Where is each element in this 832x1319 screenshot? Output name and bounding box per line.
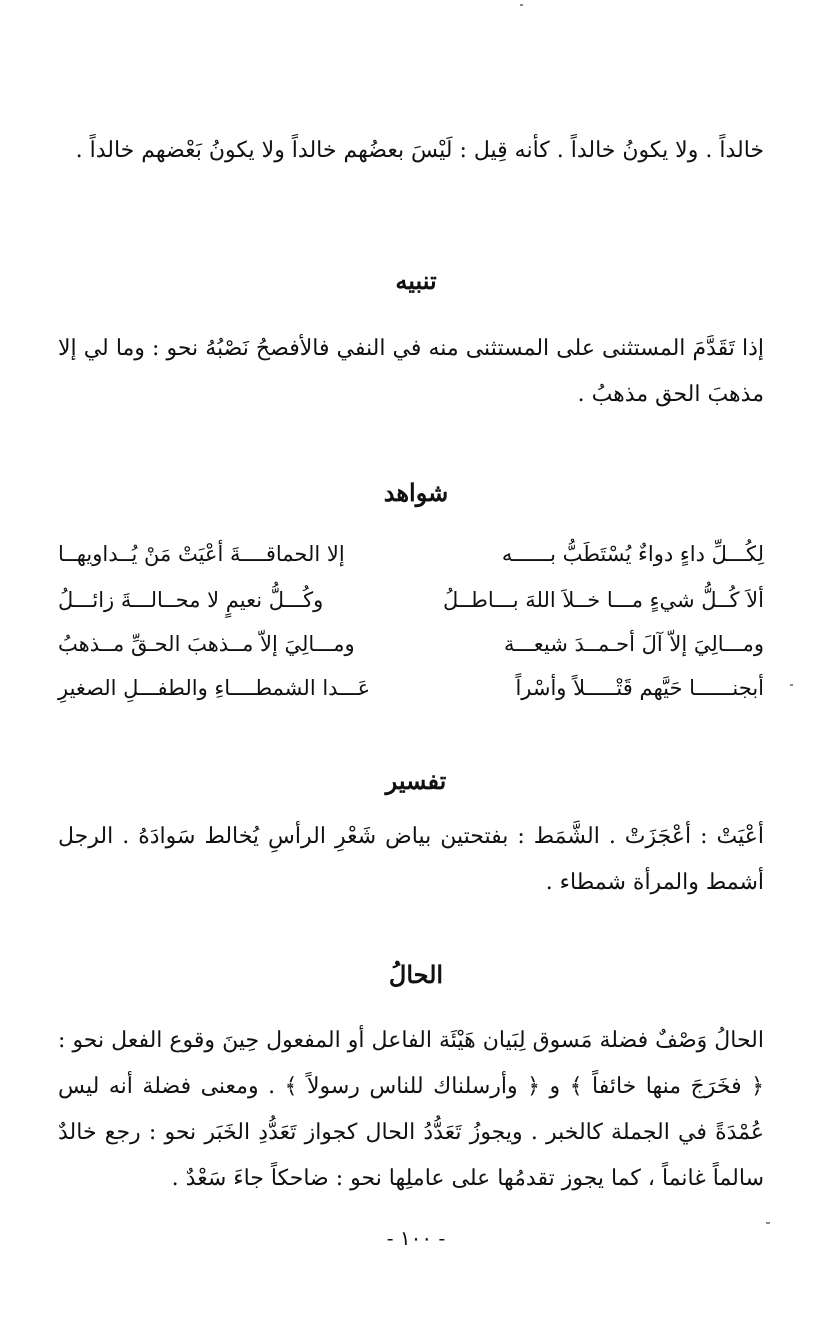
verse-first-hemistich: لِكُـــلِّ داءٍ دواءٌ يُسْتَطَبُّ بــــــه [501, 542, 764, 566]
intro-paragraph: خالداً . ولا يكونُ خالداً . كأنه قِيل : لَيْسَ بعضُهم خالداً ولا يكونُ بَعْضهم خالداً . [75, 138, 764, 163]
scan-speck [790, 684, 793, 686]
verse-second-hemistich: عَـــدا الشمطــــاءِ والطفـــلِ الصغيرِ [58, 676, 371, 700]
verse-first-hemistich: أبجنــــــا حَيَّهم قَتْـــــلاً وأسْراً [515, 676, 764, 700]
scan-speck [766, 1222, 770, 1224]
hal-paragraph: الحالُ وَصْفٌ فضلة مَسوق لِبَيان هَيْئَة الفاعل أو المفعول حِينَ وقوع الفعل نحو : ﴿ فخَرَجَ منها خائفاً ﴾ و ﴿ وأرسلناك للناس رسولاً ﴾ . ومعنى فضلة أنه ليس عُمْدَةً في الجملة كالخبر . ويجوزُ تَعَدُّدُ الحال كجواز تَعَدُّدِ الخَبَر نحو : رجع خالدٌ سالماً غانماً ، كما يجوز تقدمُها على عاملِها نحو : ضاحكاً جاءَ سَعْدٌ . [58, 1028, 764, 1191]
tanbih-paragraph: إذا تَقَدَّمَ المستثنى على المستثنى منه في النفي فالأفصحُ نَصْبُهُ نحو : وما لي إلا مذهبَ الحق مذهبُ . [58, 336, 764, 407]
scan-speck [520, 4, 523, 6]
heading-tafsir: تفسير [385, 766, 447, 795]
verse-first-hemistich: ألاَ كُــلُّ شيءٍ مـــا خــلاَ اللهَ بـــاطــلُ [442, 588, 764, 612]
verse-row [58, 624, 764, 664]
verse-second-hemistich: وكُـــلُّ نعيمٍ لا محــالـــةَ زائـــلُ [58, 588, 324, 612]
verse-second-hemistich: إلا الحماقــــةَ أعْيَتْ مَنْ يُــداويهــا [58, 542, 345, 566]
heading-hal: الحالُ [388, 960, 444, 989]
page-number: - ١٠٠ - [386, 1226, 446, 1250]
verse-row [58, 668, 764, 708]
verse-first-hemistich: ومـــالِيَ إلاّ آلَ أحـمــدَ شيعـــة [504, 632, 764, 656]
verse-second-hemistich: ومـــالِيَ إلاّ مــذهبَ الحـقِّ مــذهبُ [58, 632, 355, 656]
verse-row [58, 534, 764, 574]
heading-tanbih: تنبيه [395, 266, 437, 295]
heading-shawahid: شواهد [383, 478, 449, 507]
tafsir-paragraph: أعْيَتْ : أعْجَزَتْ . الشَّمَط : بفتحتين بياض شَعْرِ الرأسِ يُخالط سَوادَهُ . الرجل أشمط والمرأة شمطاء . [58, 824, 764, 895]
verse-row [58, 580, 764, 620]
